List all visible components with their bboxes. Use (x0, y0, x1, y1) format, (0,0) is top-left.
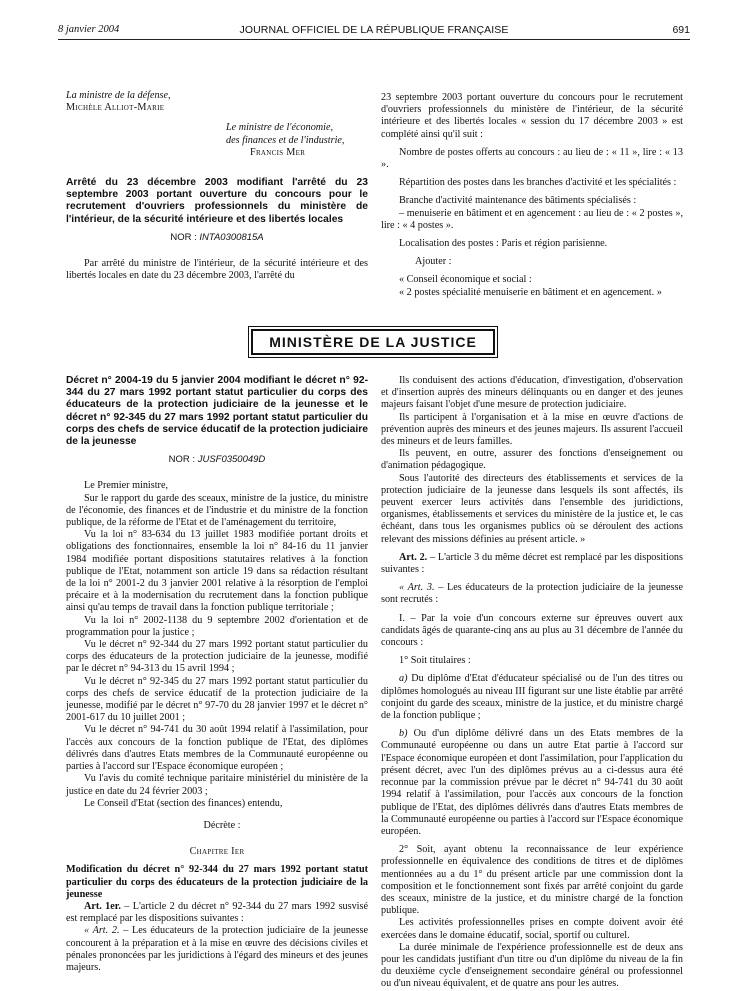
arrete-paragraph: Localisation des postes : Paris et région parisienne. (399, 238, 608, 250)
article-3-quote-label: « Art. 3. (399, 582, 435, 594)
signatory-2-block (66, 122, 368, 159)
modification-title: Modification du décret n° 92-344 du 27 mars 1992 portant statut particulier du corps des éducateurs de la protection judiciaire de la jeunesse (66, 864, 368, 900)
chapter-heading: Chapitre Ier (189, 846, 245, 858)
arrete-title: Arrêté du 23 décembre 2003 modifiant l'arrêté du 23 septembre 2003 portant ouverture du concours pour le recrutement d'ouvriers professionnels du ministère de l'intérieur, de la sécurité intérieure et des libertés locales (66, 177, 368, 225)
arrete-paragraph: « 2 postes spécialité menuiserie en bâtiment et en agencement. » (399, 286, 662, 298)
arrete-paragraph: Ajouter : (415, 256, 452, 268)
decret-nor (66, 454, 368, 466)
header-page-number: 691 (672, 24, 690, 36)
decret-paragraph: Ils participent à l'organisation et à la mise en œuvre d'actions de prévention auprès des mineurs et des jeunes majeurs. Ils assurent l'accueil des mineurs et de leurs familles. (381, 411, 683, 448)
decret-paragraph: La durée minimale de l'expérience professionnelle est de deux ans pour les candidats justifiant d'un titre ou d'un diplôme du niveau de la fin du deuxième cycle d'enseignement secondaire général ou professionnel ou d'un niveau équivalent, et de quatre ans pour les autres. (381, 941, 683, 990)
item-b-text: Ou d'un diplôme délivré dans un des Etats membres de la Communauté européenne ou dans un autre Etat partie à l'accord sur l'Espace économique européen et dont l'assimilation, pour l'application du présent décret, avec l'un des diplômes prévus au a ci-dessus aura été reconnue par la commission prévue par le décret n° 94-741 du 30 août 1994 relatif à l'assimilation, pour l'accès aux concours de la fonction publique de l'Etat, des diplômes délivrés dans d'autres Etats membres de la Communauté européenne ou parties à l'accord sur l'Espace économique européen. (381, 728, 683, 837)
signatory-2-name: Francis Mer (250, 146, 306, 158)
article-2 (381, 552, 683, 576)
nor-code: JUSF0350049D (197, 454, 266, 466)
decret-paragraph: Le Conseil d'Etat (section des finances) entendu, (84, 797, 283, 809)
nor-label: NOR : (170, 231, 197, 243)
decret-paragraph: Ils peuvent, en outre, assurer des fonctions d'enseignement ou d'animation pédagogique. (381, 448, 683, 472)
decret-paragraph: Vu le décret n° 94-741 du 30 août 1994 relatif à l'assimilation, pour l'accès aux concours de la fonction publique de l'Etat, des diplômes délivrés dans d'autres Etats membres de la Communauté européenne ou parties à l'accord sur l'Espace économique européen ; (66, 724, 368, 773)
item-a-text: Du diplôme d'Etat d'éducateur spécialisé ou de l'un des titres ou diplômes homologués au niveau III figurant sur une liste établie par arrêté conjoint du garde des sceaux, ministre de la justice, et du ministre chargé de la fonction publique ; (381, 673, 683, 722)
decret-paragraph: Les activités professionnelles prises en compte doivent avoir été exercées dans le domaine éducatif, social, sportif ou culturel. (381, 917, 683, 941)
header-rule (58, 39, 690, 40)
top-left-column (66, 90, 368, 282)
bottom-right-column (381, 375, 683, 991)
decret-paragraph: Ils conduisent des actions d'éducation, d'investigation, d'observation et d'insertion auprès des mineurs délinquants ou en danger et des jeunes majeurs faisant l'objet d'une mesure de protection judiciaire. (381, 375, 683, 411)
nor-code: INTA0300815A (199, 231, 264, 243)
decret-paragraph: Sur le rapport du garde des sceaux, ministre de la justice, du ministre de l'économie, des finances et de l'industrie et du ministre de la fonction publique, de la réforme de l'Etat et de l'aménagement du territoire, (66, 492, 368, 529)
decret-paragraph (381, 728, 683, 838)
decret-paragraph: Vu le décret n° 92-344 du 27 mars 1992 portant statut particulier du corps des éducateurs de la protection judiciaire de la jeunesse, modifié par le décret n° 94-313 du 15 avril 1994 ; (66, 639, 368, 675)
ministry-banner-text: MINISTÈRE DE LA JUSTICE (251, 329, 495, 355)
arrete-body: Par arrêté du ministre de l'intérieur, de la sécurité intérieure et des libertés locales en date du 23 décembre 2003, l'arrêté du (66, 258, 368, 282)
article-3-quote-text: – Les éducateurs de la protection judiciaire de la jeunesse sont recrutés : (381, 582, 683, 606)
arrete-paragraph: « Conseil économique et social : (399, 274, 532, 286)
decret-paragraph: Vu la loi n° 83-634 du 13 juillet 1983 modifiée portant droits et obligations des fonctionnaires, ensemble la loi n° 84-16 du 11 janvier 1984 modifiée portant dispositions statutaires relatives à la fonction publique de l'Etat, notamment son article 19 dans sa rédaction résultant de la loi n° 2001-2 du 3 janvier 2001 relative à la résorption de l'emploi précaire et à la modernisation du recrutement dans la fonction publique ainsi qu'au temps de travail dans la fonction publique territoriale ; (66, 529, 368, 614)
article-1 (66, 901, 368, 925)
decret-paragraph: I. – Par la voie d'un concours externe sur épreuves ouvert aux candidats âgés de quarante-cinq ans au plus au 31 décembre de l'année du concours : (381, 612, 683, 649)
article-1-text: – L'article 2 du décret n° 92-344 du 27 mars 1992 susvisé est remplacé par les dispositions suivantes : (66, 900, 369, 925)
arrete-nor (66, 232, 368, 244)
signatory-1-name: Michèle Alliot-Marie (66, 102, 165, 114)
article-2-quote-label: « Art. 2. (84, 925, 120, 937)
nor-label: NOR : (168, 454, 196, 466)
decret-paragraph (381, 673, 683, 722)
signatory-2-role-2: des finances et de l'industrie, (226, 134, 345, 146)
bottom-left-column (66, 375, 368, 974)
article-2-text: – L'article 3 du même décret est remplacé par les dispositions suivantes : (381, 551, 683, 576)
article-2-quote (66, 925, 368, 974)
item-a-label: a) (399, 673, 408, 685)
decret-paragraph: 1° Soit titulaires : (399, 655, 471, 667)
signatory-1-role: La ministre de la défense, (66, 90, 171, 101)
item-b-label: b) (399, 728, 408, 740)
decret-title: Décret n° 2004-19 du 5 janvier 2004 modifiant le décret n° 92-344 du 27 mars 1992 portant statut particulier du corps des éducateurs de la protection judiciaire de la jeunesse et le décret n° 92-345 du 27 mars 1992 portant statut particulier du corps des chefs de service éducatif de la protection judiciaire de la jeunesse (66, 375, 368, 448)
decrete-heading: Décrète : (203, 819, 241, 831)
header-date: 8 janvier 2004 (58, 24, 120, 35)
arrete-paragraph: Branche d'activité maintenance des bâtiments spécialisés : (399, 195, 637, 207)
decret-paragraph: Vu le décret n° 92-345 du 27 mars 1992 portant statut particulier du corps des chefs de service éducatif de la protection judiciaire de la jeunesse, modifié par le décret n° 97-70 du 28 janvier 1997 et le décret n° 2001-617 du 10 juillet 2001 ; (66, 675, 368, 724)
ministry-banner (248, 326, 498, 358)
signatory-2-role-1: Le ministre de l'économie, (226, 122, 334, 134)
article-2-quote-text: – Les éducateurs de la protection judiciaire de la jeunesse concourent à la préparation et à la mise en œuvre des décisions civiles et pénales prononcées par les juridictions à l'égard des mineurs et des jeunes majeurs. (66, 925, 368, 973)
decret-paragraph: Sous l'autorité des directeurs des établissements et services de la protection judiciaire de la jeunesse dans lesquels ils sont affectés, ils peuvent exercer leurs activités dans l'ensemble des juridictions, organismes, établissements et services du ministère de la justice et, le cas échéant, dans tous les organismes publics où se déroulent des actions relevant des missions définies au présent article. » (381, 472, 683, 545)
header-journal-title: JOURNAL OFFICIEL DE LA RÉPUBLIQUE FRANÇAISE (239, 24, 509, 36)
arrete-paragraph: Répartition des postes dans les branches d'activité et les spécialités : (399, 177, 677, 189)
top-right-column (381, 92, 683, 299)
arrete-paragraph: 23 septembre 2003 portant ouverture du concours pour le recrutement d'ouvriers professionnels du ministère de l'intérieur, de la sécurité intérieure et des libertés locales « session du 17 décembre 2003 » est complété ainsi qu'il suit : (381, 92, 683, 140)
article-2-label: Art. 2. (399, 551, 428, 563)
article-1-label: Art. 1er. (84, 900, 121, 912)
decret-paragraph: 2° Soit, ayant obtenu la reconnaissance de leur expérience professionnelle en équivalence des conditions de titres et de diplômes mentionnées au a du 1° du présent article par une commission dont la composition et le fonctionnement sont fixés par arrêté conjoint du garde des sceaux, ministre de la justice, et du ministre chargé de la fonction publique. (381, 844, 683, 917)
decret-paragraph: Vu la loi n° 2002-1138 du 9 septembre 2002 d'orientation et de programmation pour la justice ; (66, 614, 368, 638)
decret-paragraph: Vu l'avis du comité technique paritaire ministériel du ministère de la justice en date du 24 février 2003 ; (66, 773, 368, 797)
arrete-paragraph: – menuiserie en bâtiment et en agencement : au lieu de : « 2 postes », lire : « 4 postes ». (381, 207, 683, 231)
arrete-paragraph: Nombre de postes offerts au concours : au lieu de : « 11 », lire : « 13 ». (381, 146, 683, 171)
article-3-quote (381, 582, 683, 606)
decret-paragraph: Le Premier ministre, (84, 480, 169, 492)
